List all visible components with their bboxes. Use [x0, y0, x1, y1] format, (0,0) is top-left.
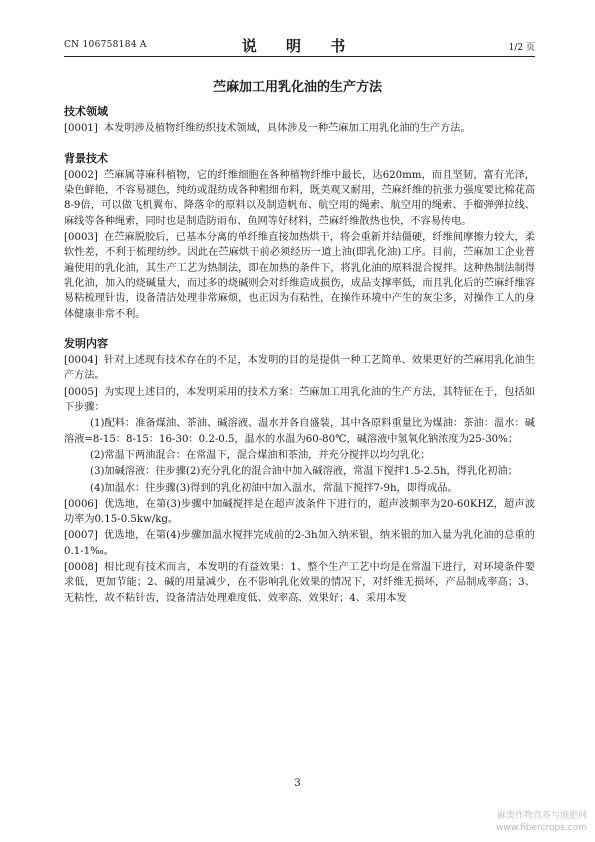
paragraph-text: 为实现上述目的，本发明采用的技术方案：苎麻加工用乳化油的生产方法，其特征在于，包括如下步骤： — [64, 386, 535, 414]
paragraph-text: 优选地，在第(4)步骤加温水搅拌完成前的2-3h加入纳米银，纳米银的加入量为乳化油的总重的0.1-1‰。 — [64, 530, 535, 557]
paragraph-text: 本发明涉及植物纤维纺织技术领域，具体涉及一种苎麻加工用乳化油的生产方法。 — [103, 123, 471, 135]
page-number: 3 — [294, 778, 301, 789]
paragraph — [64, 560, 535, 606]
paragraph — [64, 121, 535, 136]
process-step: (4)加温水：往步骤(3)得到的乳化初油中加入温水，常温下搅拌7-9h，即得成品。 — [90, 482, 458, 494]
watermark-url: www.fibercrops.com — [496, 823, 587, 833]
process-step: (3)加碱溶液：往步骤(2)充分乳化的混合油中加入碱溶液，常温下搅拌1.5-2.5h，得乳化初油； — [90, 466, 518, 478]
paragraph — [64, 230, 535, 322]
paragraph — [64, 497, 535, 528]
paragraph — [64, 353, 535, 384]
watermark — [496, 810, 587, 834]
section-heading: 背景技术 — [64, 151, 108, 165]
section-invention-content — [64, 336, 535, 606]
document-type-title: 说 明 书 — [241, 37, 358, 55]
paragraph-number: [0006] — [64, 498, 98, 510]
publication-number: CN 106758184 A — [64, 40, 147, 50]
process-step: (1)配料：准备煤油、茶油、碱溶液、温水并各自盛装，其中各原料重量比为煤油：茶油：温水：碱溶液=8-15：8-15：16-30：0.2-0.5，温水的水温为60-80℃，碱溶液中氢氧化钠浓度为25-30%； — [64, 418, 535, 445]
paragraph-number: [0001] — [64, 123, 98, 135]
paragraph-text: 针对上述现有技术存在的不足，本发明的目的是提供一种工艺简单、效果更好的苎麻用乳化油生产方法。 — [64, 355, 535, 382]
paragraph-number: [0005] — [64, 386, 98, 398]
document-body — [64, 104, 535, 620]
paragraph-number: [0003] — [64, 232, 98, 244]
section-background — [64, 151, 535, 322]
paragraph — [64, 168, 535, 229]
page-count: 1/2 页 — [508, 43, 535, 53]
paragraph-text: 苎麻属荨麻科植物，它的纤维细胞在各种植物纤维中最长，达620mm，而且坚韧，富有光泽，染色鲜艳，不容易褪色，纯纺或混纺成各种粗细布料，既美观又耐用，苎麻纤维的抗张力强度要比棉花高8-9倍，可以做飞机翼布、降落伞的原料以及制造帆布、航空用的绳索、航空用的绳索、手榴弹弹拉线、麻线等各种绳索，同时也是制造防雨布、鱼网等好材料，苎麻纤维散热也快，不容易传电。 — [64, 169, 535, 227]
page-header — [64, 34, 535, 57]
paragraph-number: [0004] — [64, 355, 98, 367]
paragraph — [64, 528, 535, 559]
paragraph-number: [0002] — [64, 169, 98, 181]
paragraph-number: [0007] — [64, 530, 98, 542]
paragraph-text: 相比现有技术而言，本发明的有益效果：1、整个生产工艺中均是在常温下进行，对环境条件要求低，更加节能；2、碱的用量减少，在不影响乳化效果的情况下，对纤维无损坏，产品制成率高；3、无粘性，故不粘针齿，设备清洁处理难度低、效率高、效果好；4、采用本发 — [64, 562, 535, 604]
section-technical-field — [64, 104, 535, 137]
process-step: (2)常温下两油混合：在常温下，混合煤油和茶油，并充分搅拌以均匀乳化； — [90, 449, 431, 461]
paragraph-number: [0008] — [64, 562, 98, 574]
section-heading: 技术领域 — [64, 105, 108, 118]
document-title: 苎麻加工用乳化油的生产方法 — [212, 80, 382, 95]
watermark-site-name: 麻类作物营养与施肥网 — [496, 811, 587, 821]
paragraph-text: 在苎麻脱胶后，已基本分离的单纤维直接加热烘干，将会重新并结僵硬，纤维间摩擦力较大，柔软性差，不利于梳理纺纱。因此在苎麻烘干前必须经历一道上油(即乳化油)工序。目前，苎麻加工企业普遍使用的乳化油，其生产工艺为热制法，即在加热的条件下，将乳化油的原料混合搅拌。这种热制法制得乳化油，加入的烧碱量大，而过多的烧碱则会对纤维造成损伤，成品支撑率低，而且乳化后的苎麻纤维容易粘梳理针齿，设备清洁处理非常麻烦，也正因为有粘性，在操作环境中产生的灰尘多，对操作工人的身体健康非常不利。 — [64, 232, 535, 320]
paragraph — [64, 385, 535, 416]
section-heading: 发明内容 — [64, 336, 108, 350]
paragraph-text: 优选地，在第(3)步骤中加碱搅拌是在超声波条件下进行的，超声波频率为20-60KHZ，超声波功率为0.15-0.5kw/kg。 — [64, 498, 535, 526]
